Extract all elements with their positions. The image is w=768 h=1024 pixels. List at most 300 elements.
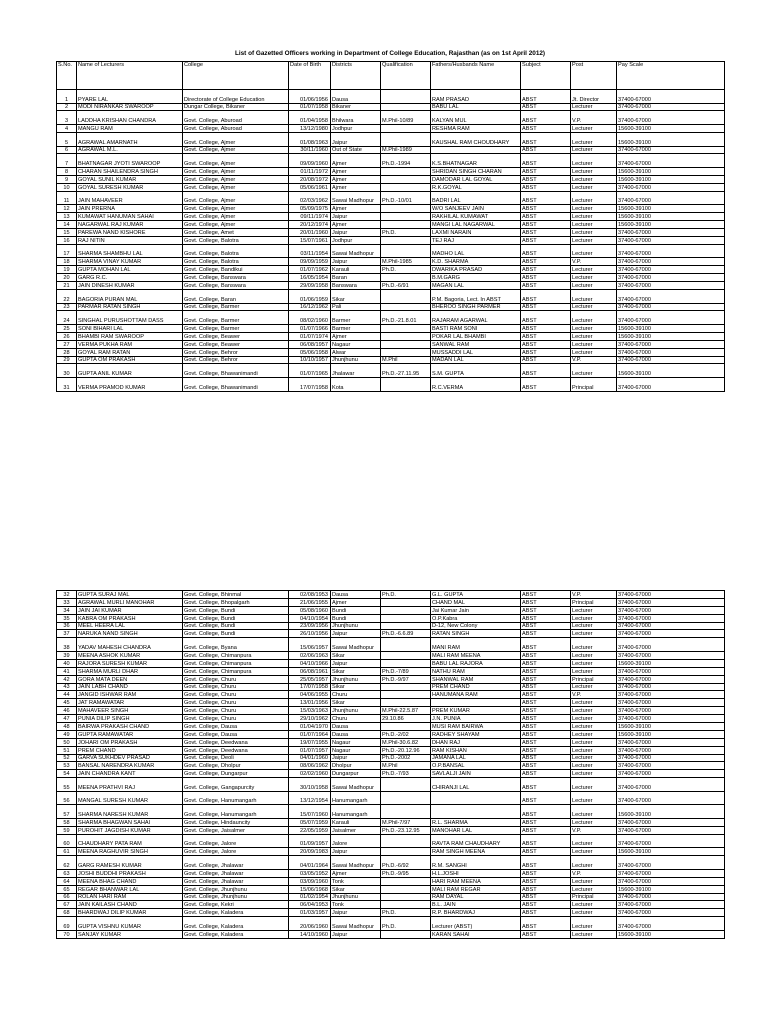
cell-pay-scale: 37400-67000 [617, 356, 725, 364]
table-row [57, 90, 725, 104]
cell-lecturer-name: MEENA ASHOK KUMAR [77, 651, 183, 659]
cell-lecturer-name: GUPTA OM PRAKASH [77, 356, 183, 364]
cell-subject: ABST [521, 917, 571, 931]
cell-post: Lecturer [571, 791, 617, 805]
cell-post: V.P. [571, 691, 617, 699]
cell-post: Lecturer [571, 132, 617, 146]
cell-subject: ABST [521, 614, 571, 622]
table-row [57, 378, 725, 392]
column-header-college: College [183, 62, 289, 90]
cell-serial-number: 26 [57, 332, 77, 340]
table-row [57, 266, 725, 274]
cell-post: Lecturer [571, 699, 617, 707]
cell-father-husband-name: RAJARAM AGARWAL [431, 311, 521, 325]
cell-pay-scale: 37400-67000 [617, 675, 725, 683]
cell-district: Baran [331, 274, 381, 282]
cell-serial-number: 41 [57, 667, 77, 675]
table-row [57, 754, 725, 762]
cell-lecturer-name: NAGARWAL RAJ KUMAR [77, 221, 183, 229]
cell-serial-number: 30 [57, 364, 77, 378]
cell-subject: ABST [521, 622, 571, 630]
cell-lecturer-name: MEENA BHAG CHAND [77, 877, 183, 885]
cell-lecturer-name: GUPTA MOHAN LAL [77, 266, 183, 274]
table-row [57, 606, 725, 614]
table-row [57, 778, 725, 792]
cell-district: Ajmer [331, 332, 381, 340]
table-row [57, 917, 725, 931]
cell-serial-number: 29 [57, 356, 77, 364]
cell-subject: ABST [521, 778, 571, 792]
column-header-post: Post [571, 62, 617, 90]
cell-qualification: M.Phil-7/97 [381, 818, 431, 826]
cell-qualification: Ph.D. [381, 591, 431, 599]
cell-post: Lecturer [571, 746, 617, 754]
cell-pay-scale: 37400-67000 [617, 754, 725, 762]
cell-post: Lecturer [571, 103, 617, 111]
cell-subject: ABST [521, 805, 571, 819]
cell-pay-scale: 37400-67000 [617, 90, 725, 104]
cell-date-of-birth: 13/01/1956 [289, 699, 331, 707]
cell-post: Lecturer [571, 805, 617, 819]
cell-date-of-birth: 09/09/1960 [289, 154, 331, 168]
cell-subject: ABST [521, 303, 571, 311]
cell-pay-scale: 37400-67000 [617, 378, 725, 392]
cell-subject: ABST [521, 236, 571, 244]
cell-pay-scale: 37400-67000 [617, 630, 725, 638]
cell-college: Govt. College, Kaladera [183, 909, 289, 917]
cell-subject: ABST [521, 274, 571, 282]
cell-lecturer-name: JAIN CHANDRA KANT [77, 770, 183, 778]
table-row [57, 715, 725, 723]
cell-post: Lecturer [571, 738, 617, 746]
cell-post: Lecturer [571, 683, 617, 691]
column-header-serial-number: S.No. [57, 62, 77, 90]
table-row [57, 205, 725, 213]
cell-date-of-birth: 26/10/1956 [289, 630, 331, 638]
cell-pay-scale: 37400-67000 [617, 738, 725, 746]
cell-district: Sawai Madhopur [331, 191, 381, 205]
cell-subject: ABST [521, 228, 571, 236]
cell-district: Jaipur [331, 848, 381, 856]
cell-subject: ABST [521, 826, 571, 834]
cell-pay-scale: 15600-39100 [617, 325, 725, 333]
cell-serial-number: 28 [57, 348, 77, 356]
cell-pay-scale: 37400-67000 [617, 826, 725, 834]
cell-subject: ABST [521, 885, 571, 893]
cell-district: Ajmer [331, 154, 381, 168]
cell-serial-number: 21 [57, 282, 77, 290]
table-row [57, 856, 725, 870]
cell-district: Jhunjhunu [331, 707, 381, 715]
cell-pay-scale: 15600-39100 [617, 364, 725, 378]
cell-father-husband-name: BABU LAL RAJORA [431, 659, 521, 667]
cell-father-husband-name: HANUMANA RAM [431, 691, 521, 699]
cell-district: Sawai Madhopur [331, 638, 381, 652]
cell-lecturer-name: GOYAL RAM RATAN [77, 348, 183, 356]
table-row [57, 738, 725, 746]
cell-father-husband-name: BABU LAL [431, 103, 521, 111]
cell-post: Lecturer [571, 154, 617, 168]
cell-college: Govt. College, Aburoad [183, 125, 289, 133]
cell-college: Govt. College, Jaisalmer [183, 826, 289, 834]
cell-subject: ABST [521, 168, 571, 176]
cell-father-husband-name: BHEROO SINGH PARMER [431, 303, 521, 311]
cell-qualification: M.Phil-22.5.87 [381, 707, 431, 715]
table-row [57, 885, 725, 893]
cell-post: Lecturer [571, 364, 617, 378]
table-row [57, 762, 725, 770]
cell-father-husband-name: B.L. JAIN [431, 901, 521, 909]
cell-district: Sikar [331, 289, 381, 303]
cell-date-of-birth: 04/10/1966 [289, 659, 331, 667]
cell-serial-number: 20 [57, 274, 77, 282]
cell-pay-scale: 37400-67000 [617, 856, 725, 870]
cell-date-of-birth: 05/06/1961 [289, 183, 331, 191]
cell-father-husband-name: J.N. PUNIA [431, 715, 521, 723]
table-row [57, 191, 725, 205]
cell-date-of-birth: 01/04/1970 [289, 722, 331, 730]
cell-qualification [381, 221, 431, 229]
cell-subject: ABST [521, 348, 571, 356]
cell-pay-scale: 37400-67000 [617, 606, 725, 614]
cell-college: Govt. College, Churu [183, 675, 289, 683]
cell-subject: ABST [521, 856, 571, 870]
cell-college: Govt. College, Kaladera [183, 930, 289, 938]
cell-father-husband-name: D-12, New Colony [431, 622, 521, 630]
cell-serial-number: 5 [57, 132, 77, 146]
cell-college: Govt. College, Byana [183, 638, 289, 652]
cell-district: Sikar [331, 651, 381, 659]
cell-lecturer-name: SINGHAL PURUSHOTTAM DASS [77, 311, 183, 325]
cell-district: Nagaur [331, 746, 381, 754]
cell-district: Jaipur [331, 213, 381, 221]
cell-lecturer-name: PYARE LAL [77, 90, 183, 104]
cell-serial-number: 47 [57, 715, 77, 723]
cell-qualification [381, 614, 431, 622]
cell-pay-scale: 37400-67000 [617, 622, 725, 630]
cell-college: Govt. College, Churu [183, 707, 289, 715]
cell-district: Jaipur [331, 909, 381, 917]
cell-father-husband-name: R.K.GOYAL [431, 183, 521, 191]
cell-district: Ajmer [331, 869, 381, 877]
cell-date-of-birth: 10/10/1957 [289, 356, 331, 364]
cell-lecturer-name: ROLAN HARI RAM [77, 893, 183, 901]
cell-college: Govt. College, Chimanpura [183, 651, 289, 659]
cell-father-husband-name: MAGAN LAL [431, 282, 521, 290]
cell-qualification [381, 289, 431, 303]
cell-qualification [381, 274, 431, 282]
cell-district: Bundi [331, 614, 381, 622]
cell-serial-number: 49 [57, 730, 77, 738]
cell-lecturer-name: JOSHI BUDDHI PRAKASH [77, 869, 183, 877]
cell-district: Jaipur [331, 659, 381, 667]
cell-subject: ABST [521, 638, 571, 652]
cell-post: V.P. [571, 826, 617, 834]
cell-post: Principal [571, 378, 617, 392]
cell-qualification [381, 303, 431, 311]
cell-college: Govt. College, Hindauncity [183, 818, 289, 826]
cell-father-husband-name: MALI RAM REGAR [431, 885, 521, 893]
cell-district: Bhilwara [331, 111, 381, 125]
cell-post: V.P. [571, 258, 617, 266]
cell-pay-scale: 37400-67000 [617, 651, 725, 659]
cell-college: Govt. College, Churu [183, 715, 289, 723]
cell-post: Lecturer [571, 762, 617, 770]
cell-qualification: Ph.D.-23.12.95 [381, 826, 431, 834]
table-row [57, 818, 725, 826]
cell-district: Jaipur [331, 754, 381, 762]
cell-subject: ABST [521, 770, 571, 778]
cell-father-husband-name: O.P.Kabra [431, 614, 521, 622]
cell-serial-number: 50 [57, 738, 77, 746]
cell-serial-number: 18 [57, 258, 77, 266]
cell-date-of-birth: 01/09/1957 [289, 834, 331, 848]
table-row [57, 213, 725, 221]
cell-pay-scale: 37400-67000 [617, 282, 725, 290]
cell-subject: ABST [521, 651, 571, 659]
cell-subject: ABST [521, 213, 571, 221]
cell-serial-number: 69 [57, 917, 77, 931]
cell-qualification [381, 877, 431, 885]
cell-pay-scale: 15600-39100 [617, 168, 725, 176]
cell-district: Dholpur [331, 762, 381, 770]
cell-post: Lecturer [571, 909, 617, 917]
cell-qualification [381, 236, 431, 244]
cell-district: Bundi [331, 606, 381, 614]
cell-date-of-birth: 09/11/1974 [289, 213, 331, 221]
cell-subject: ABST [521, 667, 571, 675]
cell-pay-scale: 37400-67000 [617, 228, 725, 236]
cell-college: Govt. College, Jhalawar [183, 856, 289, 870]
table-row [57, 683, 725, 691]
cell-father-husband-name: Jai Kumar Jain [431, 606, 521, 614]
table-row [57, 303, 725, 311]
cell-post: Lecturer [571, 622, 617, 630]
cell-father-husband-name: RATAN SINGH [431, 630, 521, 638]
cell-college: Govt. College, Deedwana [183, 738, 289, 746]
table-row [57, 722, 725, 730]
cell-college: Govt. College, Balotra [183, 258, 289, 266]
cell-subject: ABST [521, 762, 571, 770]
cell-pay-scale: 37400-67000 [617, 303, 725, 311]
cell-qualification: Ph.D.-2002 [381, 754, 431, 762]
cell-college: Govt. College, Barmer [183, 311, 289, 325]
cell-district: Jhunjhunu [331, 893, 381, 901]
cell-subject: ABST [521, 730, 571, 738]
cell-father-husband-name: RAM PRASAD [431, 90, 521, 104]
cell-post: Principal [571, 598, 617, 606]
cell-district: Jaipur [331, 132, 381, 146]
cell-lecturer-name: BANSAL NARENDRA KUMAR [77, 762, 183, 770]
cell-pay-scale: 37400-67000 [617, 236, 725, 244]
cell-lecturer-name: SANJAY KUMAR [77, 930, 183, 938]
cell-pay-scale: 37400-67000 [617, 274, 725, 282]
cell-college: Govt. College, Hanumangarh [183, 791, 289, 805]
cell-college: Govt. College, Bundi [183, 614, 289, 622]
cell-lecturer-name: CHAUDHARY PATA RAM [77, 834, 183, 848]
cell-college: Govt. College, Jhunjhunu [183, 885, 289, 893]
cell-serial-number: 32 [57, 591, 77, 599]
column-header-subject: Subject [521, 62, 571, 90]
table-row [57, 707, 725, 715]
cell-serial-number: 4 [57, 125, 77, 133]
cell-subject: ABST [521, 146, 571, 154]
cell-serial-number: 34 [57, 606, 77, 614]
cell-lecturer-name: GORA MATA DEEN [77, 675, 183, 683]
table-row [57, 125, 725, 133]
cell-date-of-birth: 15/03/1963 [289, 707, 331, 715]
cell-pay-scale: 37400-67000 [617, 146, 725, 154]
cell-post: Lecturer [571, 638, 617, 652]
cell-serial-number: 1 [57, 90, 77, 104]
cell-pay-scale: 37400-67000 [617, 869, 725, 877]
cell-father-husband-name: S.M. GUPTA [431, 364, 521, 378]
cell-qualification [381, 168, 431, 176]
cell-father-husband-name: HARI RAM MEENA [431, 877, 521, 885]
cell-serial-number: 40 [57, 659, 77, 667]
cell-father-husband-name: B.M.GARG [431, 274, 521, 282]
cell-father-husband-name: MADAN LAL [431, 356, 521, 364]
cell-college: Govt. College, Aburoad [183, 111, 289, 125]
cell-serial-number: 44 [57, 691, 77, 699]
cell-father-husband-name: RAVTA RAM CHAUDHARY [431, 834, 521, 848]
cell-subject: ABST [521, 791, 571, 805]
table-row [57, 622, 725, 630]
table-row [57, 651, 725, 659]
cell-post: Lecturer [571, 667, 617, 675]
cell-father-husband-name: RAM KISHAN [431, 746, 521, 754]
cell-serial-number: 51 [57, 746, 77, 754]
cell-college: Govt. College, Dungarpur [183, 770, 289, 778]
cell-lecturer-name: BHAMBI RAM SWAROOP [77, 332, 183, 340]
cell-pay-scale: 37400-67000 [617, 591, 725, 599]
cell-college: Govt. College, Bundi [183, 606, 289, 614]
cell-pay-scale: 37400-67000 [617, 818, 725, 826]
cell-pay-scale: 15600-39100 [617, 175, 725, 183]
table-row [57, 221, 725, 229]
cell-serial-number: 56 [57, 791, 77, 805]
cell-district: Karauli [331, 818, 381, 826]
cell-subject: ABST [521, 683, 571, 691]
cell-qualification [381, 132, 431, 146]
cell-serial-number: 16 [57, 236, 77, 244]
cell-date-of-birth: 15/07/1961 [289, 236, 331, 244]
cell-serial-number: 3 [57, 111, 77, 125]
cell-subject: ABST [521, 715, 571, 723]
cell-subject: ABST [521, 378, 571, 392]
cell-college: Govt. College, Gangapurcity [183, 778, 289, 792]
cell-college: Govt. College, Jhalawar [183, 869, 289, 877]
cell-lecturer-name: RAJORA SURESH KUMAR [77, 659, 183, 667]
cell-lecturer-name: MEENA PRATHVI RAJ [77, 778, 183, 792]
cell-lecturer-name: GARVA SUKHDEV PRASAD [77, 754, 183, 762]
cell-qualification: Ph.D.-9/95 [381, 869, 431, 877]
cell-college: Govt. College, Bhawanimandi [183, 364, 289, 378]
cell-serial-number: 8 [57, 168, 77, 176]
cell-pay-scale: 37400-67000 [617, 707, 725, 715]
cell-post: Lecturer [571, 325, 617, 333]
cell-lecturer-name: JAIN LABH CHAND [77, 683, 183, 691]
cell-qualification [381, 332, 431, 340]
cell-pay-scale: 37400-67000 [617, 311, 725, 325]
cell-father-husband-name: CHIRANJI LAL [431, 778, 521, 792]
cell-district: Tonk [331, 877, 381, 885]
table-row [57, 356, 725, 364]
cell-subject: ABST [521, 675, 571, 683]
cell-pay-scale: 37400-67000 [617, 614, 725, 622]
cell-qualification: 29.10.86 [381, 715, 431, 723]
cell-post: Lecturer [571, 228, 617, 236]
cell-college: Govt. College, Ajmer [183, 191, 289, 205]
cell-father-husband-name: JAMANA LAL [431, 754, 521, 762]
cell-date-of-birth: 03/09/1960 [289, 877, 331, 885]
cell-qualification: Ph.D.-27.11.95 [381, 364, 431, 378]
cell-post: Lecturer [571, 191, 617, 205]
cell-district: Nagaur [331, 738, 381, 746]
cell-post: Lecturer [571, 730, 617, 738]
table-row [57, 591, 725, 599]
cell-serial-number: 63 [57, 869, 77, 877]
cell-date-of-birth: 01/07/1966 [289, 325, 331, 333]
cell-date-of-birth: 01/11/1972 [289, 168, 331, 176]
cell-serial-number: 64 [57, 877, 77, 885]
cell-serial-number: 58 [57, 818, 77, 826]
table-row [57, 805, 725, 819]
cell-lecturer-name: SONI BIHARI LAL [77, 325, 183, 333]
cell-pay-scale: 37400-67000 [617, 909, 725, 917]
cell-pay-scale: 37400-67000 [617, 683, 725, 691]
cell-college: Govt. College, Beawer [183, 340, 289, 348]
cell-serial-number: 68 [57, 909, 77, 917]
cell-college: Govt. College, Ajmer [183, 154, 289, 168]
cell-lecturer-name: GOYAL SURESH KUMAR [77, 183, 183, 191]
cell-district: Churu [331, 691, 381, 699]
cell-district: Ajmer [331, 175, 381, 183]
column-header-date-of-birth: Date of Birth [289, 62, 331, 90]
cell-pay-scale: 37400-67000 [617, 111, 725, 125]
cell-subject: ABST [521, 266, 571, 274]
cell-pay-scale: 37400-67000 [617, 258, 725, 266]
cell-qualification [381, 930, 431, 938]
cell-subject: ABST [521, 282, 571, 290]
cell-college: Govt. College, Barmer [183, 325, 289, 333]
cell-date-of-birth: 30/11/1960 [289, 146, 331, 154]
cell-subject: ABST [521, 754, 571, 762]
table-row [57, 258, 725, 266]
cell-date-of-birth: 01/06/1959 [289, 289, 331, 303]
cell-post: Lecturer [571, 901, 617, 909]
cell-father-husband-name: DAMODAR LAL GOYAL [431, 175, 521, 183]
cell-date-of-birth: 01/07/1958 [289, 103, 331, 111]
cell-lecturer-name: GARG R.C. [77, 274, 183, 282]
cell-father-husband-name: MANI RAM [431, 638, 521, 652]
cell-serial-number: 31 [57, 378, 77, 392]
cell-pay-scale: 37400-67000 [617, 348, 725, 356]
cell-lecturer-name: SHARMA VINAY KUMAR [77, 258, 183, 266]
cell-lecturer-name: BHATNAGAR JYOTI SWAROOP [77, 154, 183, 168]
cell-lecturer-name: BAGORIA PURAN MAL [77, 289, 183, 303]
cell-serial-number: 19 [57, 266, 77, 274]
cell-district: Jaipur [331, 258, 381, 266]
cell-date-of-birth: 16/05/1954 [289, 274, 331, 282]
cell-qualification [381, 183, 431, 191]
cell-lecturer-name: GARG RAMESH KUMAR [77, 856, 183, 870]
cell-district: Sikar [331, 885, 381, 893]
cell-lecturer-name: VERMA PRAMOD KUMAR [77, 378, 183, 392]
cell-serial-number: 66 [57, 893, 77, 901]
cell-qualification [381, 901, 431, 909]
cell-father-husband-name: DWARIKA PRASAD [431, 266, 521, 274]
